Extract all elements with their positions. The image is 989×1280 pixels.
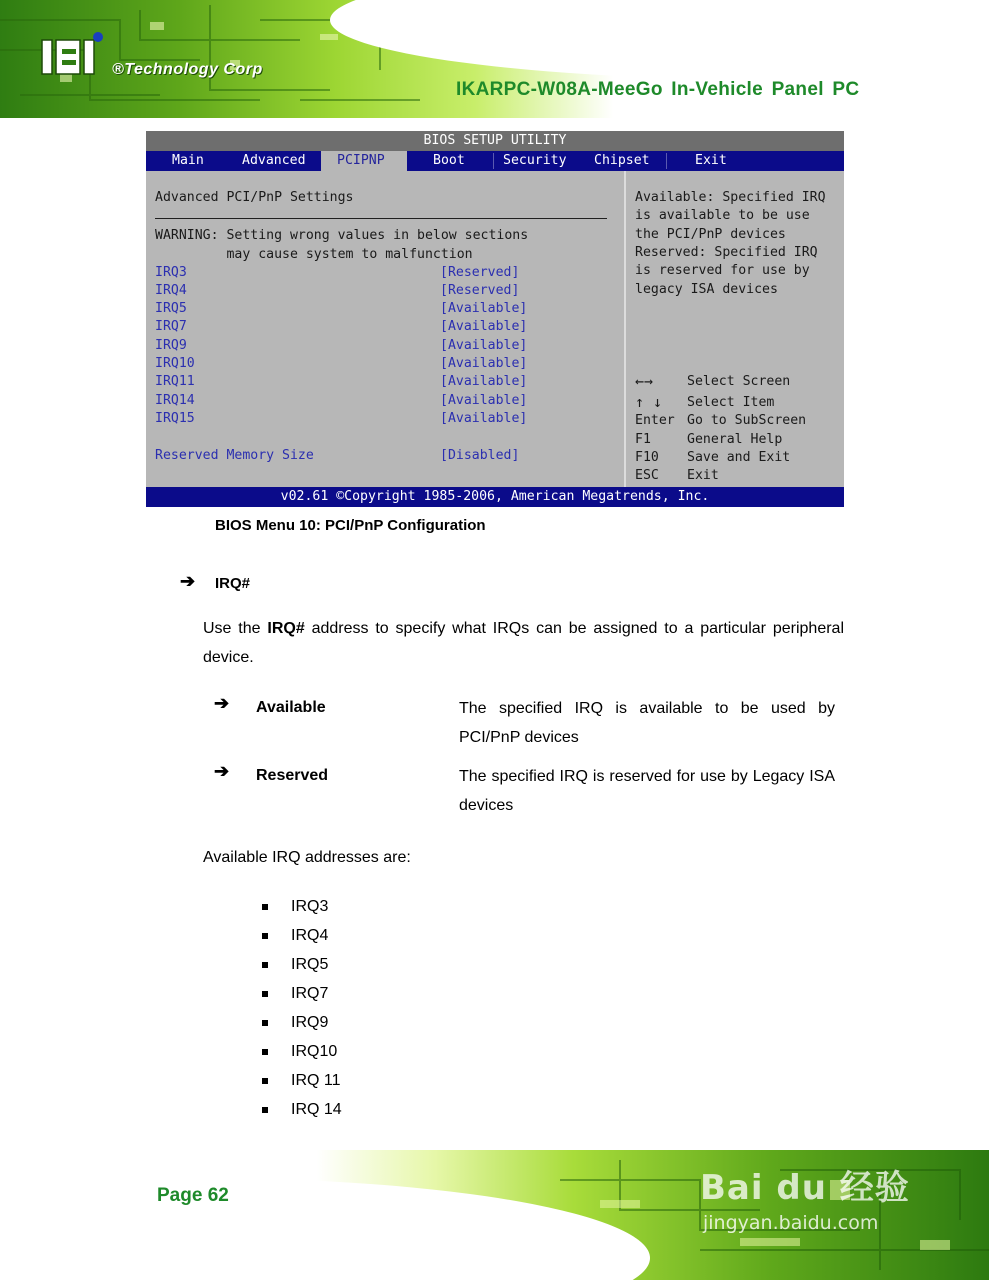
- bios-setting-value[interactable]: [Available]: [440, 319, 528, 334]
- bios-key: ESC: [635, 468, 659, 483]
- bios-tab-boot[interactable]: Boot: [433, 153, 465, 168]
- list-item: [262, 925, 342, 954]
- bios-key-desc: Select Screen: [687, 374, 791, 389]
- section-paragraph: [203, 614, 844, 672]
- section-heading: IRQ#: [215, 575, 251, 592]
- bios-help-line: is available to be use: [635, 208, 810, 223]
- bios-setting-value[interactable]: [Available]: [440, 411, 528, 426]
- bios-warning-line2: may cause system to malfunction: [155, 247, 473, 262]
- option-label-reserved: Reserved: [256, 767, 329, 784]
- bios-setting-value[interactable]: [Reserved]: [440, 283, 520, 298]
- bios-screen: [146, 131, 844, 507]
- list-item: [262, 1099, 342, 1128]
- bullet-square-icon: [262, 1020, 268, 1026]
- list-item: [262, 1070, 342, 1099]
- menu-separator: [666, 153, 667, 169]
- bios-setting-irq14[interactable]: IRQ14: [155, 393, 195, 408]
- figure-caption: BIOS Menu 10: PCI/PnP Configuration: [215, 517, 486, 534]
- list-item-text: IRQ4: [291, 927, 329, 944]
- irq-list: [262, 896, 342, 1128]
- bios-warning-line1: WARNING: Setting wrong values in below sections: [155, 228, 529, 243]
- list-item: [262, 983, 342, 1012]
- iei-logo: [38, 30, 108, 78]
- page-number: Page 62: [157, 1185, 229, 1206]
- option-desc-reserved: The specified IRQ is reserved for use by Legacy ISA devices: [459, 768, 835, 814]
- bios-separator: [155, 218, 607, 219]
- option-label-available: Available: [256, 699, 326, 716]
- watermark-url: jingyan.baidu.com: [703, 1212, 879, 1234]
- bios-help-line: is reserved for use by: [635, 263, 810, 278]
- logo-text: ®Technology Corp: [112, 61, 263, 78]
- list-item-text: IRQ5: [291, 956, 329, 973]
- arrow-right-icon: ➔: [214, 693, 230, 713]
- menu-separator: [493, 153, 494, 169]
- page-header: [0, 0, 989, 118]
- bios-copyright-bar: v02.61 ©Copyright 1985-2006, American Megatrends, Inc.: [146, 487, 844, 507]
- arrow-left-right-icon: ←→: [635, 372, 654, 390]
- bios-key-desc: Exit: [687, 468, 719, 483]
- bios-setting-irq9[interactable]: IRQ9: [155, 338, 187, 353]
- bios-title: BIOS SETUP UTILITY: [146, 131, 844, 151]
- list-item: [262, 896, 342, 925]
- bios-key-desc: Save and Exit: [687, 450, 791, 465]
- bios-help-line: legacy ISA devices: [635, 282, 778, 297]
- bios-key: F1: [635, 432, 651, 447]
- bios-key: F10: [635, 450, 659, 465]
- bios-setting-irq4[interactable]: IRQ4: [155, 283, 187, 298]
- bios-setting-irq11[interactable]: IRQ11: [155, 374, 195, 389]
- paragraph-text: address to specify what IRQs can be assigned to a particular peripheral device.: [203, 620, 844, 666]
- bios-help-line: Available: Specified IRQ: [635, 190, 826, 205]
- paragraph-bold: IRQ#: [267, 620, 305, 637]
- bullet-square-icon: [262, 1107, 268, 1113]
- bullet-square-icon: [262, 962, 268, 968]
- bios-menu-bar: [146, 151, 844, 171]
- bios-setting-value[interactable]: [Available]: [440, 393, 528, 408]
- bios-setting-irq5[interactable]: IRQ5: [155, 301, 187, 316]
- bullet-square-icon: [262, 933, 268, 939]
- bullet-square-icon: [262, 1078, 268, 1084]
- list-item-text: IRQ 11: [291, 1072, 341, 1089]
- bios-setting-irq10[interactable]: IRQ10: [155, 356, 195, 371]
- list-item: [262, 1012, 342, 1041]
- bios-setting-value[interactable]: [Available]: [440, 338, 528, 353]
- arrow-right-icon: ➔: [214, 761, 230, 781]
- watermark-logo: Bai du 经验: [700, 1168, 910, 1208]
- list-item: [262, 1041, 342, 1070]
- list-item-text: IRQ3: [291, 898, 329, 915]
- bios-help-line: the PCI/PnP devices: [635, 227, 786, 242]
- bios-setting-reserved-memory[interactable]: Reserved Memory Size: [155, 448, 314, 463]
- irq-list-intro: Available IRQ addresses are:: [203, 849, 411, 866]
- bios-tab-main[interactable]: Main: [172, 153, 204, 168]
- bios-setting-value[interactable]: [Available]: [440, 374, 528, 389]
- bios-tab-advanced[interactable]: Advanced: [242, 153, 306, 168]
- arrow-right-icon: ➔: [180, 571, 196, 591]
- bios-section-title: Advanced PCI/PnP Settings: [155, 190, 354, 205]
- option-desc-available: The specified IRQ is available to be used by PCI/PnP devices: [459, 700, 835, 746]
- bios-key-desc: Go to SubScreen: [687, 413, 807, 428]
- bios-setting-irq3[interactable]: IRQ3: [155, 265, 187, 280]
- bios-tab-security[interactable]: Security: [503, 153, 567, 168]
- list-item: [262, 954, 342, 983]
- list-item-text: IRQ9: [291, 1014, 329, 1031]
- paragraph-text: Use the: [203, 620, 268, 637]
- bios-setting-value[interactable]: [Reserved]: [440, 265, 520, 280]
- bios-panel-divider: [624, 171, 626, 487]
- bios-setting-value[interactable]: [Available]: [440, 301, 528, 316]
- bullet-square-icon: [262, 991, 268, 997]
- list-item-text: IRQ 14: [291, 1101, 342, 1118]
- bios-key-desc: General Help: [687, 432, 783, 447]
- bios-help-line: Reserved: Specified IRQ: [635, 245, 818, 260]
- bullet-square-icon: [262, 1049, 268, 1055]
- bios-setting-irq15[interactable]: IRQ15: [155, 411, 195, 426]
- list-item-text: IRQ7: [291, 985, 329, 1002]
- bios-tab-exit[interactable]: Exit: [695, 153, 727, 168]
- bios-tab-chipset[interactable]: Chipset: [594, 153, 650, 168]
- arrow-up-down-icon: ↑ ↓: [635, 393, 663, 411]
- list-item-text: IRQ10: [291, 1043, 338, 1060]
- bios-setting-value[interactable]: [Available]: [440, 356, 528, 371]
- bios-key-desc: Select Item: [687, 395, 775, 410]
- bios-setting-value[interactable]: [Disabled]: [440, 448, 520, 463]
- document-title: IKARPC-W08A-MeeGo In-Vehicle Panel PC: [456, 79, 860, 100]
- bios-setting-irq7[interactable]: IRQ7: [155, 319, 187, 334]
- bios-tab-pcipnp[interactable]: PCIPNP: [321, 151, 407, 171]
- bios-key: Enter: [635, 413, 675, 428]
- bullet-square-icon: [262, 904, 268, 910]
